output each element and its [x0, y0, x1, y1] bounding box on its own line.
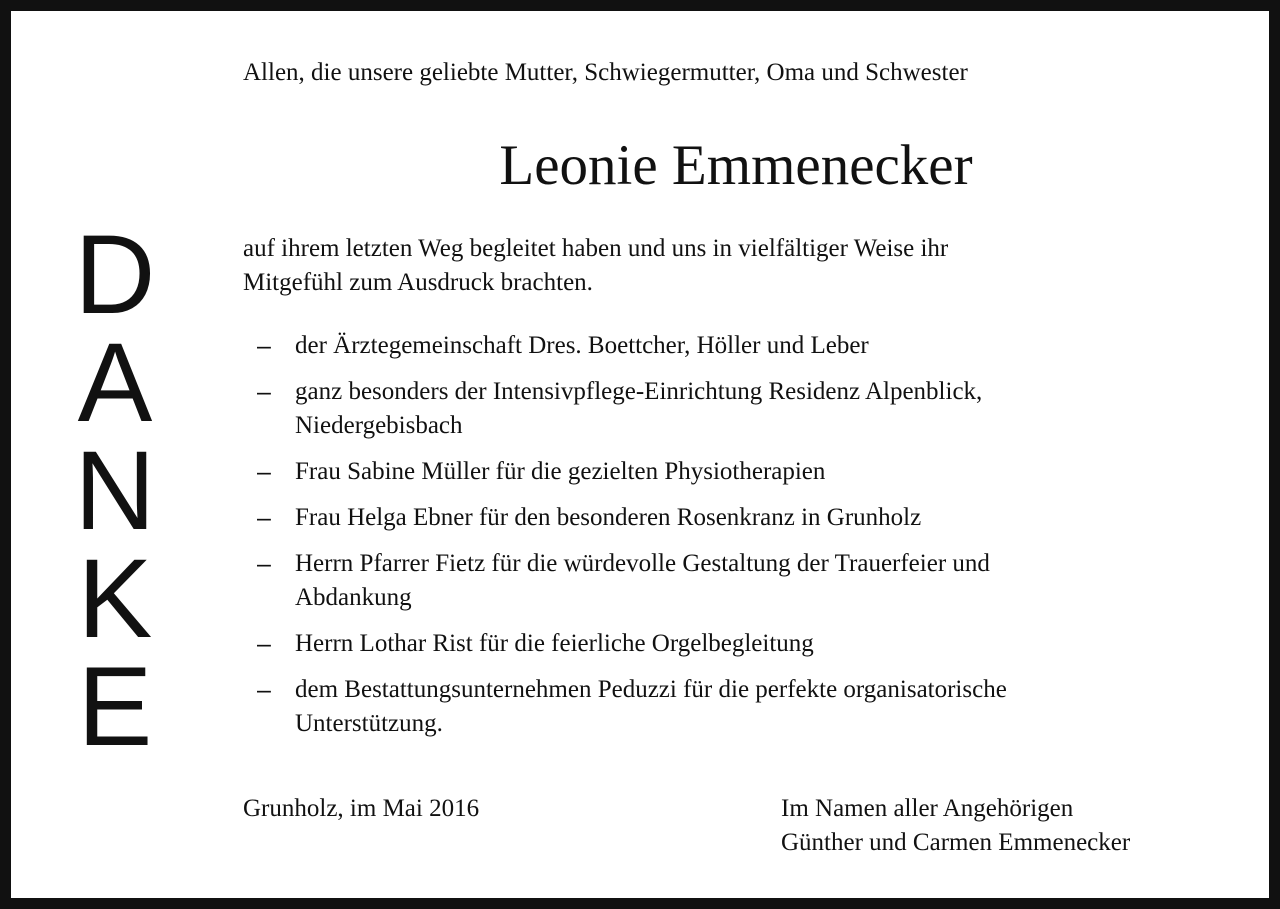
dash-bullet: – [257, 676, 271, 704]
list-item [257, 329, 1247, 363]
signature-block [781, 792, 1130, 860]
body-text [243, 232, 1203, 300]
danke-letter-e: E [77, 644, 153, 769]
deceased-name: Leonie Emmenecker [499, 134, 973, 197]
list-item [257, 673, 1247, 741]
body-line: Mitgefühl zum Ausdruck brachten. [243, 269, 593, 296]
list-item-line: Abdankung [295, 584, 412, 611]
thanks-list [257, 329, 1247, 753]
intro-line: Allen, die unsere geliebte Mutter, Schwiegermutter, Oma und Schwester [243, 59, 968, 86]
signature-line: Im Namen aller Angehörigen [781, 795, 1074, 822]
dash-bullet: – [257, 458, 271, 486]
list-item-line: Herrn Lothar Rist für die feierliche Orgelbegleitung [295, 630, 814, 657]
list-item-line: Frau Sabine Müller für die gezielten Physiotherapien [295, 458, 826, 485]
danke-letter-d: D [74, 212, 156, 337]
danke-vertical-title [69, 212, 161, 769]
danke-letter-n: N [74, 428, 156, 553]
list-item-line: Herrn Pfarrer Fietz für die würdevolle Gestaltung der Trauerfeier und [295, 550, 990, 577]
dash-bullet: – [257, 378, 271, 406]
list-item-line: Niedergebisbach [295, 412, 463, 439]
dash-bullet: – [257, 332, 271, 360]
list-item-line: dem Bestattungsunternehmen Peduzzi für die perfekte organisatorische [295, 676, 1007, 703]
list-item [257, 547, 1247, 615]
place-date: Grunholz, im Mai 2016 [243, 795, 480, 822]
dash-bullet: – [257, 630, 271, 658]
list-item [257, 627, 1247, 661]
list-item-line: Unterstützung. [295, 710, 443, 737]
signature-line: Günther und Carmen Emmenecker [781, 829, 1131, 856]
body-line: auf ihrem letzten Weg begleitet haben und uns in vielfältiger Weise ihr [243, 235, 949, 262]
list-item [257, 501, 1247, 535]
list-item [257, 375, 1247, 443]
list-item [257, 455, 1247, 489]
list-item-line: ganz besonders der Intensivpflege-Einrichtung Residenz Alpenblick, [295, 378, 983, 405]
list-item-line: der Ärztegemeinschaft Dres. Boettcher, Höller und Leber [295, 332, 869, 359]
danke-letter-a: A [77, 320, 153, 445]
list-item-line: Frau Helga Ebner für den besonderen Rosenkranz in Grunholz [295, 504, 922, 531]
danke-letter-k: K [77, 536, 153, 661]
deceased-name-heading [243, 129, 1243, 203]
dash-bullet: – [257, 504, 271, 532]
dash-bullet: – [257, 550, 271, 578]
